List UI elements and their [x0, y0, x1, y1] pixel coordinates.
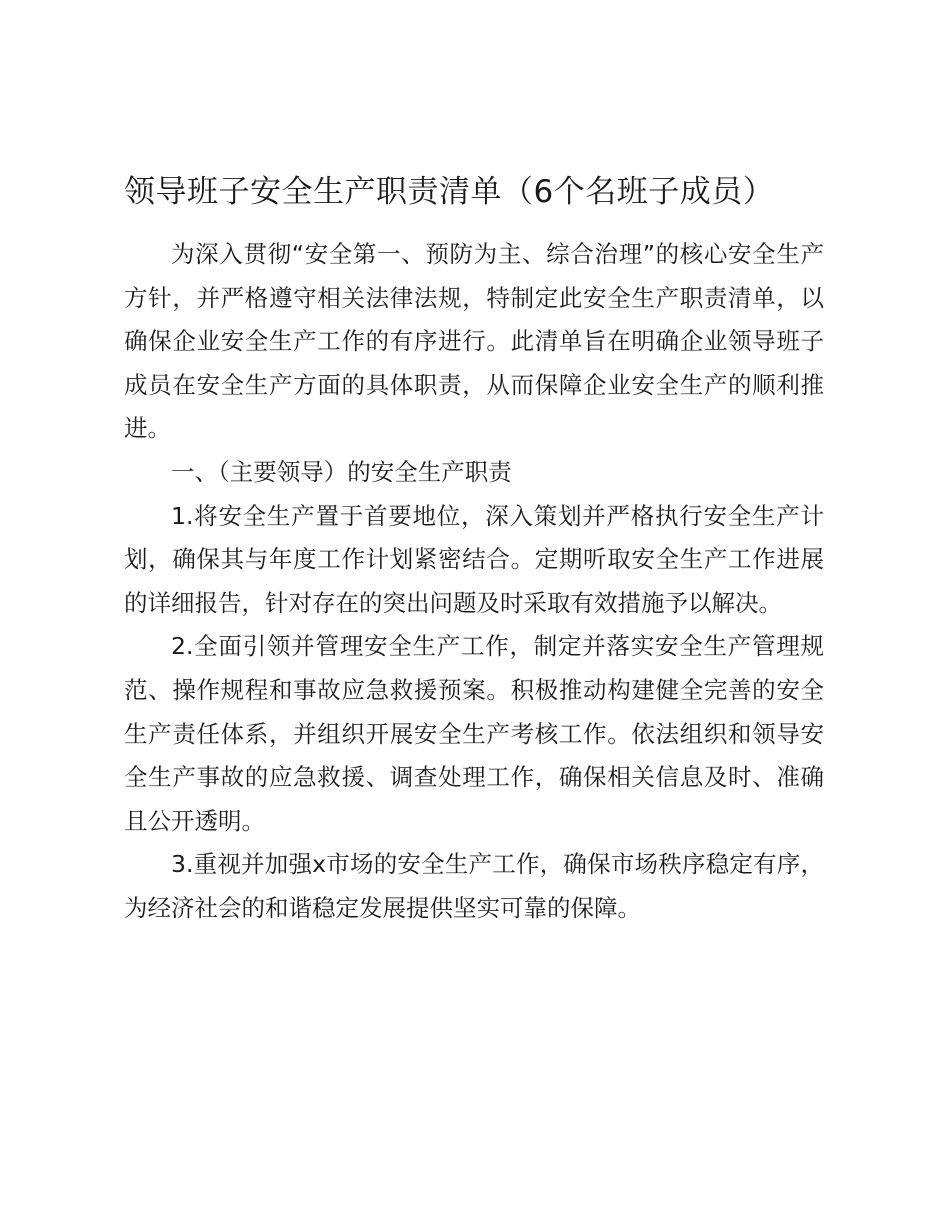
intro-paragraph: 为深入贯彻“安全第一、预防为主、综合治理”的核心安全生产方针，并严格遵守相关法律法规，特制定此安全生产职责清单，以确保企业安全生产工作的有序进行。此清单旨在明确企业领导班子成员在安全生产方面的具体职责，从而保障企业安全生产的顺利推进。 [124, 240, 824, 443]
duty-item-2: 2.全面引领并管理安全生产工作，制定并落实安全生产管理规范、操作规程和事故应急救援预案。积极推动构建健全完善的安全生产责任体系，并组织开展安全生产考核工作。依法组织和领导安全生产事故的应急救援、调查处理工作，确保相关信息及时、准确且公开透明。 [124, 632, 824, 835]
duty-item-3: 3.重视并加强x市场的安全生产工作，确保市场秩序稳定有序，为经济社会的和谐稳定发展提供坚实可靠的保障。 [124, 850, 824, 922]
document-body [124, 233, 824, 931]
duty-item-1: 1.将安全生产置于首要地位，深入策划并严格执行安全生产计划，确保其与年度工作计划紧密结合。定期听取安全生产工作进展的详细报告，针对存在的突出问题及时采取有效措施予以解决。 [124, 501, 824, 617]
document-title: 领导班子安全生产职责清单（6个名班子成员） [124, 174, 775, 210]
section-heading: 一、（主要领导）的安全生产职责 [171, 457, 512, 486]
